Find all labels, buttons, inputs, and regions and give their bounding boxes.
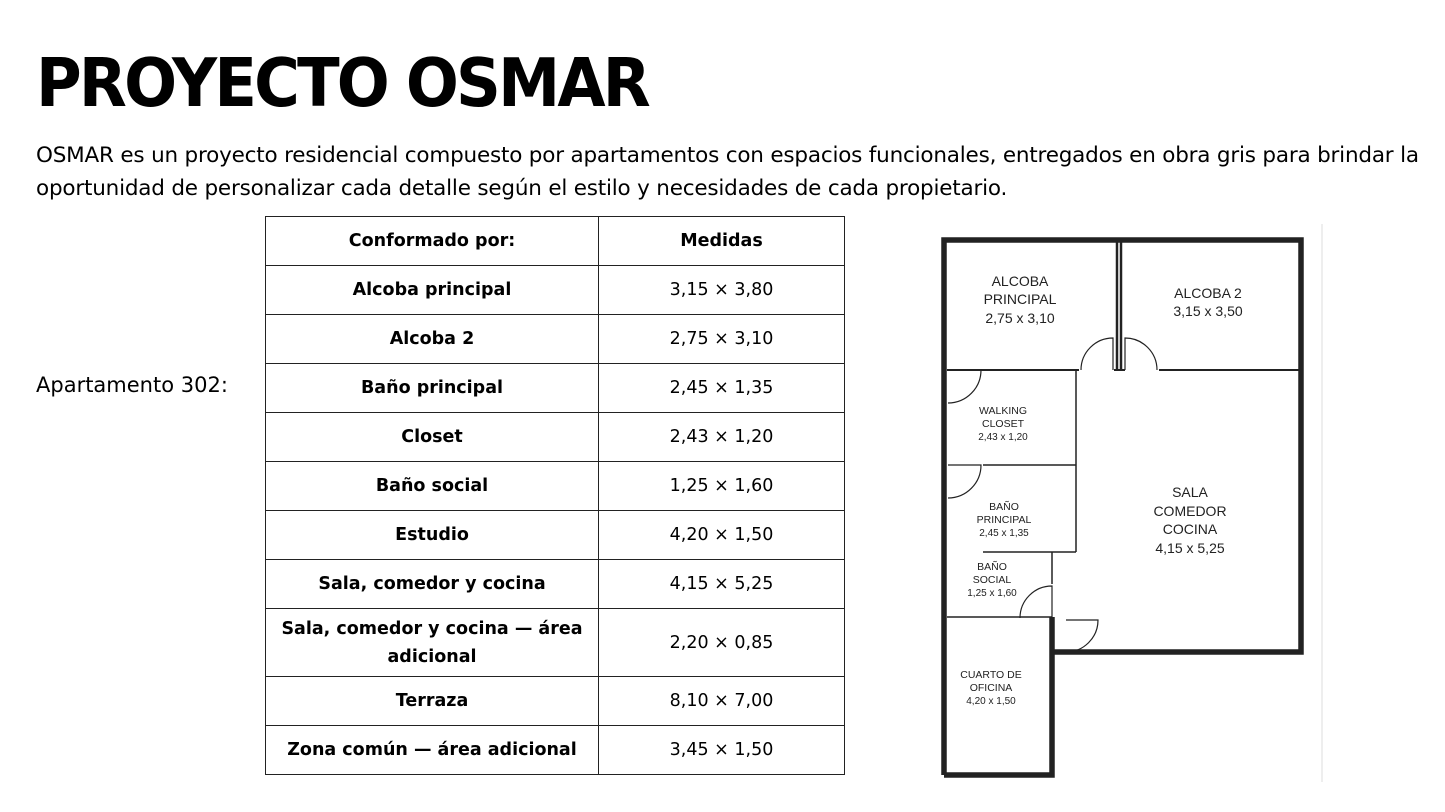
room-name: Zona común — área adicional [266, 726, 599, 775]
door-bano-principal [948, 465, 981, 498]
room-label-oficina [960, 669, 1021, 707]
label-line: CUARTO DE [960, 669, 1022, 681]
label-size: 2,75 x 3,10 [985, 310, 1055, 326]
door-walking-closet [948, 370, 981, 403]
room-label-alcoba-principal [984, 273, 1057, 326]
label-size: 4,15 x 5,25 [1155, 540, 1225, 556]
label-line: WALKING [978, 405, 1028, 417]
room-name: Baño social [266, 462, 599, 511]
room-size: 4,20 × 1,50 [599, 511, 845, 560]
column-header-size: Medidas [599, 217, 845, 266]
table-row [266, 413, 845, 462]
table-row [266, 677, 845, 726]
table-row [266, 364, 845, 413]
project-description: OSMAR es un proyecto residencial compuesto por apartamentos con espacios funcionales, entregados en obra gris para brindar la oportunidad de personalizar cada detalle según el estilo y necesidades de cada propietario. [36, 143, 1419, 201]
room-size: 3,45 × 1,50 [599, 726, 845, 775]
room-name: Closet [266, 413, 599, 462]
label-line: PRINCIPAL [976, 514, 1032, 526]
room-name: Alcoba principal [266, 266, 599, 315]
table-row [266, 726, 845, 775]
room-label-sala [1153, 484, 1226, 556]
room-size: 4,15 × 5,25 [599, 560, 845, 609]
room-size: 3,15 × 3,80 [599, 266, 845, 315]
label-size: 1,25 x 1,60 [967, 588, 1017, 599]
label-size: 2,45 x 1,35 [979, 528, 1029, 539]
table-row [266, 266, 845, 315]
room-label-alcoba-2 [1173, 285, 1242, 319]
room-label-bano-principal [977, 500, 1032, 539]
label-size: 3,15 x 3,50 [1173, 303, 1243, 319]
room-name: Estudio [266, 511, 599, 560]
label-line: OFICINA [969, 682, 1013, 694]
specs-table [265, 216, 845, 775]
apartment-label: Apartamento 302: [36, 373, 228, 397]
table-row [266, 560, 845, 609]
table-row [266, 511, 845, 560]
label-line: COMEDOR [1153, 503, 1227, 519]
page-title: PROYECTO OSMAR [36, 44, 648, 122]
table-row [266, 609, 845, 677]
room-name: Terraza [266, 677, 599, 726]
room-size: 2,45 × 1,35 [599, 364, 845, 413]
label-line: CLOSET [981, 418, 1025, 430]
table-header-row [266, 217, 845, 266]
door-alcoba-2 [1125, 338, 1157, 370]
room-name: Sala, comedor y cocina [266, 560, 599, 609]
door-alcoba-principal [1081, 338, 1113, 370]
bedroom-divider-wall [1117, 240, 1121, 370]
room-size: 8,10 × 7,00 [599, 677, 845, 726]
floor-plan [905, 222, 1325, 787]
room-name: Alcoba 2 [266, 315, 599, 364]
label-line: ALCOBA [991, 273, 1049, 289]
door-swings [948, 338, 1157, 652]
room-name: Baño principal [266, 364, 599, 413]
door-bano-social [1020, 586, 1052, 618]
label-line: SALA [1172, 484, 1208, 500]
door-oficina [1066, 620, 1098, 652]
label-line: SOCIAL [972, 574, 1012, 586]
table-row [266, 462, 845, 511]
room-size: 2,20 × 0,85 [599, 609, 845, 677]
room-label-bano-social [967, 560, 1017, 599]
table-row [266, 315, 845, 364]
room-label-walking-closet [978, 405, 1028, 443]
label-line: PRINCIPAL [983, 291, 1057, 307]
room-size: 1,25 × 1,60 [599, 462, 845, 511]
room-name: Sala, comedor y cocina — área adicional [266, 609, 599, 677]
room-size: 2,43 × 1,20 [599, 413, 845, 462]
label-line: BAÑO [977, 561, 1007, 573]
label-line: ALCOBA 2 [1174, 285, 1242, 301]
label-line: COCINA [1162, 521, 1218, 537]
column-header-room: Conformado por: [266, 217, 599, 266]
label-line: BAÑO [989, 501, 1019, 513]
room-size: 2,75 × 3,10 [599, 315, 845, 364]
label-size: 2,43 x 1,20 [978, 432, 1028, 443]
label-size: 4,20 x 1,50 [966, 696, 1016, 707]
